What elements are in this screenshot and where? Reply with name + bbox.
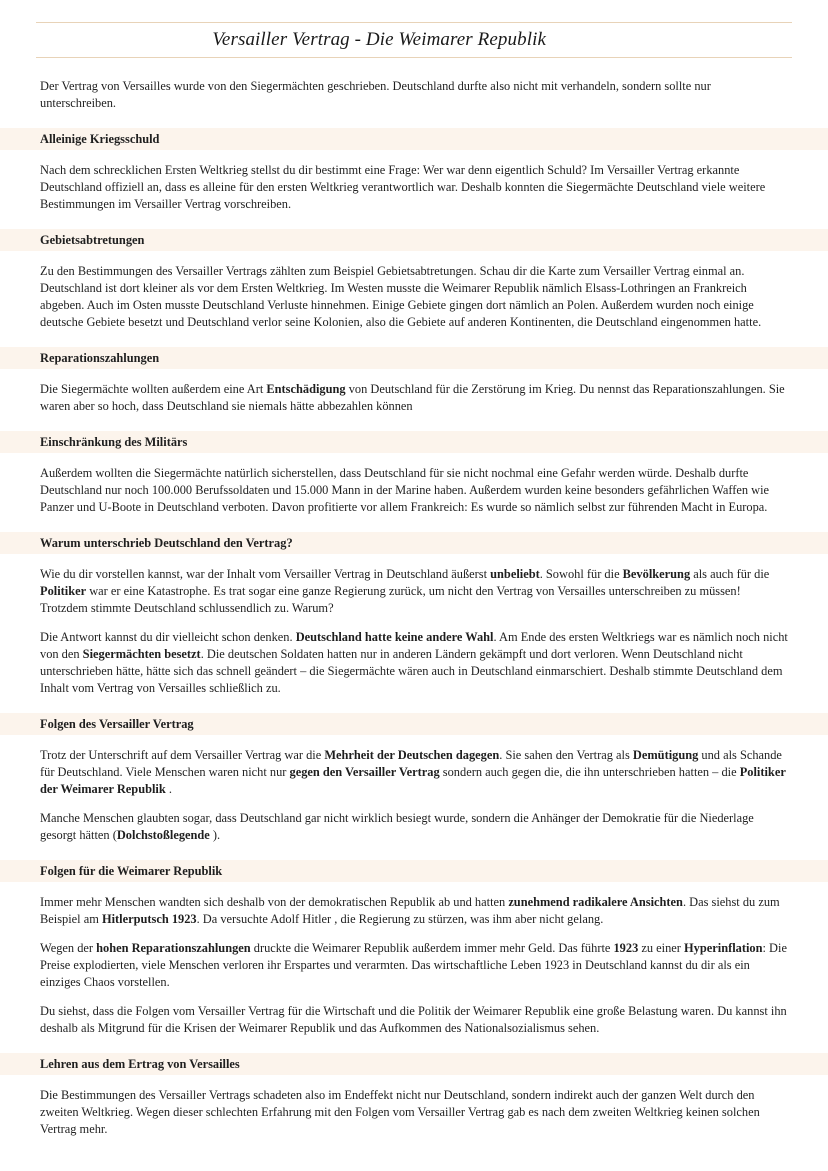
text-run: Die Bestimmungen des Versailler Vertrags schadeten also im Endeffekt nicht nur Deutschland, sondern indirekt auch der ganzen Welt durch den zweiten Weltkrieg. Wegen dieser schlechten Erfahrung mit den Folgen vom Versailler Vertrag gab es nach dem zweiten Weltkrieg keinen solchen Vertrag mehr. — [40, 1088, 760, 1136]
bold-text: Deutschland hatte keine andere Wahl — [295, 630, 494, 644]
section — [0, 128, 828, 213]
text-run: . Sowohl für die — [539, 567, 623, 581]
bold-text: Dolchstoßlegende — [116, 828, 210, 842]
bold-text: Hyperinflation — [684, 941, 763, 955]
section — [0, 431, 828, 516]
section-paragraph — [40, 465, 788, 516]
section — [0, 713, 828, 844]
bold-text: Entschädigung — [266, 382, 346, 396]
section-heading: Einschränkung des Militärs — [0, 431, 828, 453]
section-paragraph — [40, 566, 788, 617]
section — [0, 860, 828, 1037]
text-run: . — [165, 782, 172, 796]
section-heading: Warum unterschrieb Deutschland den Vertrag? — [0, 532, 828, 554]
section-heading: Reparationszahlungen — [0, 347, 828, 369]
text-run: Manche Menschen glaubten sogar, dass Deutschland gar nicht wirklich besiegt wurde, sondern die Anhänger der Demokratie für die Niederlage gesorgt hätten ( — [40, 811, 754, 842]
bold-text: Bevölkerung — [622, 567, 691, 581]
section-heading: Lehren aus dem Ertrag von Versailles — [0, 1053, 828, 1075]
text-run: . Da versuchte Adolf Hitler , die Regierung zu stürzen, was ihm aber nicht gelang. — [196, 912, 604, 926]
bold-text: Siegermächten besetzt — [82, 647, 201, 661]
section-paragraph — [40, 629, 788, 697]
section — [0, 1053, 828, 1138]
text-run: Trotz der Unterschrift auf dem Versailler Vertrag war die — [40, 748, 325, 762]
text-run: ). — [209, 828, 221, 842]
section-paragraph — [40, 1003, 788, 1037]
text-run: Nach dem schrecklichen Ersten Weltkrieg stellst du dir bestimmt eine Frage: Wer war denn eigentlich Schuld? Im Versailler Vertrag erkannte Deutschland offiziell an, dass es alleine für den ersten Weltkrieg verantwortlich war. Deshalb konnten die Siegermächte Deutschland viele weitere Bestimmungen im Versailler Vertrag vorschreiben. — [40, 163, 766, 211]
bold-text: Hitlerputsch 1923 — [101, 912, 197, 926]
sections-container — [0, 128, 828, 1138]
bold-text: unbeliebt — [490, 567, 540, 581]
text-run: von Deutschland für die Zerstörung im Krieg. Du nennst das Reparationszahlungen. Sie waren aber so hoch, dass Deutschland sie niemals hätte abbezahlen können — [40, 382, 785, 413]
text-run: . Am Ende des ersten Weltkriegs war es nämlich noch nicht von den — [40, 630, 788, 661]
section-heading: Folgen für die Weimarer Republik — [0, 860, 828, 882]
intro-paragraph: Der Vertrag von Versailles wurde von den Siegermächten geschrieben. Deutschland durfte also nicht mit verhandeln, sondern sollte nur unterschreiben. — [40, 79, 711, 110]
page-title: Versailler Vertrag - Die Weimarer Republik — [212, 29, 546, 50]
text-run: . Sie sahen den Vertrag als — [499, 748, 633, 762]
text-run: zu einer — [638, 941, 685, 955]
bold-text: hohen Reparationszahlungen — [96, 941, 251, 955]
section-paragraph — [40, 810, 788, 844]
text-run: war er eine Katastrophe. Es trat sogar eine ganze Regierung zurück, um nicht den Vertrag von Versailles unterschreiben zu müssen! Trotzdem stimmte Deutschland schlussendlich zu. Warum? — [40, 584, 741, 615]
text-run: Wie du dir vorstellen kannst, war der Inhalt vom Versailler Vertrag in Deutschland äußerst — [40, 567, 491, 581]
text-run: Du siehst, dass die Folgen vom Versailler Vertrag für die Wirtschaft und die Politik der Weimarer Republik eine große Belastung waren. Du kannst ihn deshalb als Mitgrund für die Krisen der Weimarer Republik und das Aufkommen des Nationalsozialismus sehen. — [40, 1004, 787, 1035]
text-run: Wegen der — [40, 941, 97, 955]
bold-text: gegen den Versailler Vertrag — [289, 765, 440, 779]
bold-text: zunehmend radikalere Ansichten — [508, 895, 683, 909]
section — [0, 532, 828, 697]
text-run: und als Schande für Deutschland. Viele Menschen waren nicht nur — [40, 748, 782, 779]
section-heading: Alleinige Kriegsschuld — [0, 128, 828, 150]
text-run: . Das siehst du zum Beispiel am — [40, 895, 780, 926]
text-run: Außerdem wollten die Siegermächte natürlich sicherstellen, dass Deutschland für sie nicht nochmal eine Gefahr werden würde. Deshalb durfte Deutschland nur noch 100.000 Berufssoldaten und 15.000 Mann in der Marine haben. Außerdem wurden keine besonders gefährlichen Waffen wie Panzer und U-Boote in Deutschland verboten. Davon profitierte vor allem Frankreich: Es wurde so nämlich selbst zur führenden Macht in Europa. — [40, 466, 770, 514]
bold-text: 1923 — [613, 941, 639, 955]
text-run: . Die deutschen Soldaten hatten nur in anderen Ländern gekämpft und dort verloren. Wenn Deutschland nicht unterschrieben hätte, hätte sich das schnell geändert – die Siegermächte wären auch in Deutschland einmarschiert. Deshalb stimmte Deutschland dem Inhalt vom Vertrag von Versailles schließlich zu. — [40, 647, 783, 695]
text-run: Immer mehr Menschen wandten sich deshalb von der demokratischen Republik ab und hatten — [40, 895, 509, 909]
section — [0, 347, 828, 415]
document-body — [0, 78, 828, 1138]
section-paragraph — [40, 1087, 788, 1138]
bold-text: Politiker — [40, 584, 87, 598]
section-paragraph — [40, 381, 788, 415]
section-heading: Folgen des Versailler Vertrag — [0, 713, 828, 735]
text-run: als auch für die — [690, 567, 770, 581]
section-paragraph — [40, 894, 788, 928]
text-run: sondern auch gegen die, die ihn unterschrieben hatten – die — [439, 765, 740, 779]
bold-text: Politiker der Weimarer Republik — [40, 765, 786, 796]
section-heading: Gebietsabtretungen — [0, 229, 828, 251]
section-paragraph — [40, 162, 788, 213]
bold-text: Mehrheit der Deutschen dagegen — [324, 748, 500, 762]
text-run: Zu den Bestimmungen des Versailler Vertrags zählten zum Beispiel Gebietsabtretungen. Schau dir die Karte zum Versailler Vertrag einmal an. Deutschland ist dort kleiner als vor dem Ersten Weltkrieg. Im Westen musste die Weimarer Republik nämlich Elsass-Lothringen an Frankreich abgeben. Auch im Osten musste Deutschland Verluste hinnehmen. Einige Gebiete gingen dort nämlich an Polen. Außerdem wurden noch einige deutsche Gebiete besetzt und Deutschland verlor seine Kolonien, also die Gebiete auf anderen Kontinenten, die Deutschland eingenommen hatte. — [40, 264, 762, 329]
text-run: druckte die Weimarer Republik außerdem immer mehr Geld. Das führte — [250, 941, 614, 955]
title-bar — [36, 22, 792, 58]
text-run: Die Antwort kannst du dir vielleicht schon denken. — [40, 630, 296, 644]
section-paragraph — [40, 940, 788, 991]
section — [0, 229, 828, 331]
text-run: Die Siegermächte wollten außerdem eine Art — [40, 382, 267, 396]
bold-text: Demütigung — [632, 748, 699, 762]
section-paragraph — [40, 263, 788, 331]
section-paragraph — [40, 747, 788, 798]
text-run: : Die Preise explodierten, viele Menschen verloren ihr Erspartes und verarmten. Das wirtschaftliche Leben 1923 in Deutschland kannst du dir als ein einziges Chaos vorstellen. — [40, 941, 787, 989]
